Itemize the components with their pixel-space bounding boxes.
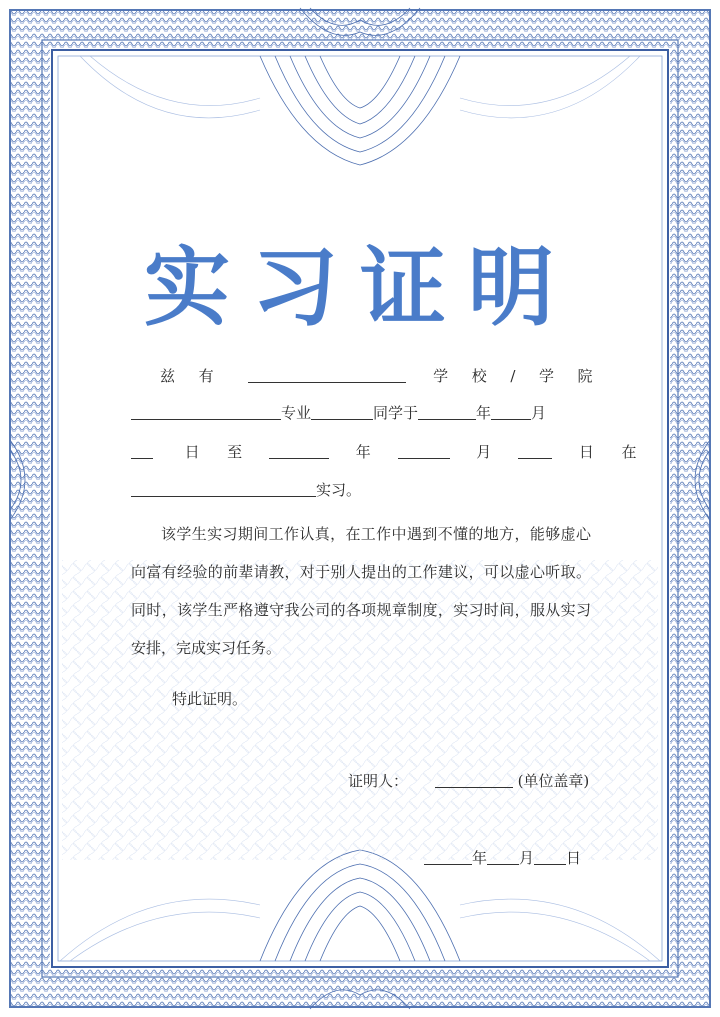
text-you: 有 bbox=[198, 367, 214, 385]
name-blank[interactable] bbox=[248, 367, 406, 383]
text-major: 专业 bbox=[281, 404, 312, 422]
certificate-title: 实习证明 bbox=[144, 238, 576, 338]
body-text: 该学生实习期间工作认真，在工作中遇到不懂的地方，能够虚心向富有经验的前辈请教，对于别人提出的工作建议，可以虚心听取。同时，该学生严格遵守我公司的各项规章制度，实习时间，服从实习安排，完成实习任务。 bbox=[131, 525, 591, 657]
end-month-blank[interactable] bbox=[398, 443, 450, 459]
start-year-blank[interactable] bbox=[418, 404, 476, 420]
text-intern: 实习。 bbox=[316, 481, 362, 499]
text-end-month: 月 bbox=[476, 443, 492, 461]
end-day-blank[interactable] bbox=[518, 443, 552, 459]
end-year-blank[interactable] bbox=[269, 443, 329, 459]
sign-year-blank[interactable] bbox=[424, 849, 472, 865]
text-sign-month: 月 bbox=[519, 849, 535, 867]
text-sign-day: 日 bbox=[566, 849, 582, 867]
seal-label: (单位盖章) bbox=[517, 772, 590, 790]
text-xue: 学 bbox=[433, 367, 449, 385]
text-year: 年 bbox=[476, 404, 492, 422]
start-month-blank[interactable] bbox=[491, 404, 531, 420]
date-line bbox=[424, 847, 581, 868]
major-blank[interactable] bbox=[131, 404, 281, 420]
text-day: 日 bbox=[184, 443, 200, 461]
body-paragraph bbox=[131, 515, 591, 667]
text-sign-year: 年 bbox=[472, 849, 488, 867]
certifier-blank[interactable] bbox=[435, 772, 513, 788]
text-at: 在 bbox=[621, 443, 637, 461]
text-classmate: 同学于 bbox=[373, 404, 419, 422]
student-blank[interactable] bbox=[311, 404, 373, 420]
company-blank[interactable] bbox=[131, 481, 316, 497]
certifier-line bbox=[348, 770, 589, 791]
text-month: 月 bbox=[531, 404, 547, 422]
text-slash: / bbox=[510, 367, 516, 385]
text-zi: 兹 bbox=[160, 367, 176, 385]
text-xiao: 校 bbox=[471, 367, 487, 385]
text-to: 至 bbox=[227, 443, 243, 461]
sign-month-blank[interactable] bbox=[487, 849, 519, 865]
sign-day-blank[interactable] bbox=[534, 849, 566, 865]
closing-text: 特此证明。 bbox=[172, 690, 248, 708]
start-day-blank[interactable] bbox=[131, 443, 153, 459]
text-end-year: 年 bbox=[355, 443, 371, 461]
line-school bbox=[160, 366, 593, 386]
text-yuan: 院 bbox=[577, 367, 593, 385]
certifier-label: 证明人： bbox=[348, 772, 409, 790]
text-end-day: 日 bbox=[578, 443, 594, 461]
text-xue2: 学 bbox=[538, 367, 554, 385]
line-major bbox=[131, 403, 546, 423]
line-company bbox=[131, 480, 361, 500]
line-dates bbox=[131, 442, 636, 462]
